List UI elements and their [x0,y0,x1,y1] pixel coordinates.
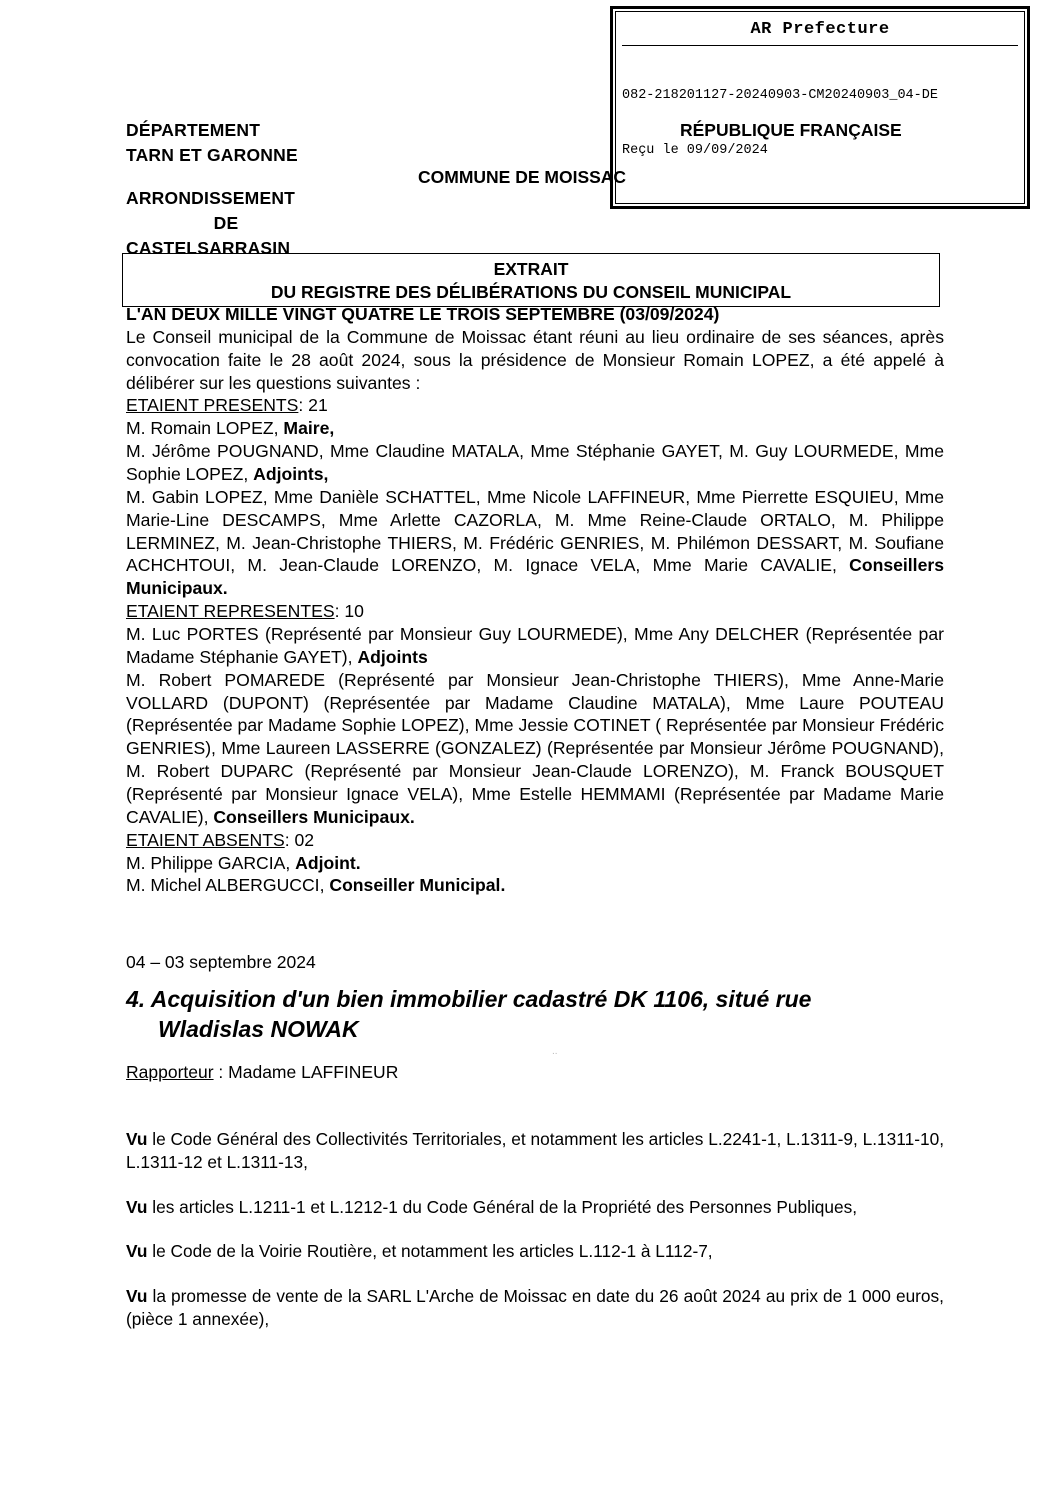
vu-text: le Code de la Voirie Routière, et notamment les articles L.112-1 à L112-7, [147,1241,713,1262]
departement-block [126,118,298,168]
absent-2-role: Conseiller Municipal. [329,875,506,896]
ar-prefecture-reference: 082-218201127-20240903-CM20240903_04-DE [622,88,938,104]
absent-line-1 [126,852,944,875]
vu-prefix: Vu [126,1241,148,1262]
deliberation-title-line-1: 4. Acquisition d'un bien immobilier cadastré DK 1106, situé rue [126,986,812,1012]
departement-line-1: DÉPARTEMENT [126,120,261,140]
ar-prefecture-received-date: Reçu le 09/09/2024 [622,143,768,159]
vu-item [126,1196,944,1219]
deliberation-number-date: 04 – 03 septembre 2024 [126,952,316,972]
represented-heading [126,600,944,623]
vu-prefix: Vu [126,1286,148,1307]
vu-prefix: Vu [126,1129,148,1149]
represented-adjoints-role: Adjoints [357,646,428,667]
absents-heading [126,829,944,852]
departement-line-2: TARN ET GARONNE [126,144,298,165]
session-preamble-paragraph: Le Conseil municipal de la Commune de Moissac étant réuni au lieu ordinaire de ses séances, après convocation faite le 28 août 2024, sous la présidence de Monsieur Romain LOPEZ, a été appelé à délibérer sur les questions suivantes : [126,326,944,393]
rapporteur-label: Rapporteur [126,1062,214,1082]
vu-text: la promesse de vente de la SARL L'Arche de Moissac en date du 26 août 2024 au prix de 1 000 euros, (pièce 1 annexée), [126,1286,944,1330]
absent-2-name: M. Michel ALBERGUCCI, [126,875,330,896]
commune-label: COMMUNE DE MOISSAC [418,167,627,187]
extrait-box [122,253,940,307]
document-body [126,303,944,897]
republique-francaise-label: RÉPUBLIQUE FRANÇAISE [680,120,902,140]
presents-conseillers-role: Conseillers Municipaux. [126,555,944,599]
arrondissement-line-2: DE [213,212,239,233]
represented-count: : 10 [334,601,364,622]
ar-prefecture-title: AR Prefecture [622,16,1018,46]
extrait-line-1: EXTRAIT [493,259,569,279]
absents-count: : 02 [284,829,315,850]
absent-line-2 [126,874,944,897]
vu-item [126,1240,944,1263]
presents-adjoints-line [126,440,944,486]
rapporteur-line [126,1062,398,1083]
vu-item [126,1285,944,1331]
arrondissement-line-3: CASTELSARRASIN [126,237,291,258]
session-date-line: L'AN DEUX MILLE VINGT QUATRE LE TROIS SEPTEMBRE (03/09/2024) [126,304,720,324]
arrondissement-block [126,186,326,261]
extrait-line-2: DU REGISTRE DES DÉLIBÉRATIONS DU CONSEIL MUNICIPAL [270,281,792,302]
ar-prefecture-stamp [610,6,1030,209]
scan-artifact: .. [552,1046,558,1057]
absents-label: ETAIENT ABSENTS [126,829,285,850]
presents-conseillers-line [126,486,944,600]
represented-adjoints-names: M. Luc PORTES (Représenté par Monsieur Guy LOURMEDE), Mme Any DELCHER (Représentée par Madame Stéphanie GAYET), [126,624,944,667]
presents-maire-line [126,417,944,440]
vus-list [126,1128,944,1353]
ar-prefecture-stamp-inner [615,11,1025,204]
presents-adjoints-names: M. Jérôme POUGNAND, Mme Claudine MATALA, Mme Stéphanie GAYET, M. Guy LOURMEDE, Mme Sophie LOPEZ, [126,441,944,485]
arrondissement-line-1: ARRONDISSEMENT [126,188,296,208]
presents-maire-name: M. Romain LOPEZ, [126,418,284,439]
deliberation-title [126,985,946,1045]
vu-text: le Code Général des Collectivités Territoriales, et notamment les articles L.2241-1, L.1311-9, L.1311-10, L.1311-12 et L.1311-13, [126,1129,944,1172]
represented-conseillers-line [126,669,944,829]
presents-adjoints-role: Adjoints, [253,464,329,485]
vu-item [126,1128,944,1174]
presents-heading [126,394,944,417]
absent-1-role: Adjoint. [295,852,361,873]
represented-label: ETAIENT REPRESENTES [126,601,335,622]
rapporteur-value: : Madame LAFFINEUR [213,1062,399,1082]
presents-count: : 21 [298,395,328,416]
vu-text: les articles L.1211-1 et L.1212-1 du Code Général de la Propriété des Personnes Publiques, [147,1196,858,1217]
represented-adjoints-line [126,623,944,669]
presents-label: ETAIENT PRESENTS [126,395,299,416]
represented-conseillers-names: M. Robert POMAREDE (Représenté par Monsieur Jean-Christophe THIERS), Mme Anne-Marie VOLLARD (DUPONT) (Représentée par Madame Claudine MATALA), Mme Laure POUTEAU (Représentée par Madame Sophie LOPEZ), Mme Jessie COTINET ( Représentée par Monsieur Frédéric GENRIES), Mme Laureen LASSERRE (GONZALEZ) (Représentée par Monsieur Jérôme POUGNAND), M. Robert DUPARC (Représenté par Monsieur Jean-Claude LORENZO), M. Franck BOUSQUET (Représenté par Monsieur Ignace VELA), Mme Estelle HEMMAMI (Représentée par Madame Marie CAVALIE), [126,669,944,827]
absent-1-name: M. Philippe GARCIA, [126,852,296,873]
represented-conseillers-role: Conseillers Municipaux. [213,806,415,827]
deliberation-title-line-2: Wladislas NOWAK [158,1015,359,1042]
presents-conseillers-names: M. Gabin LOPEZ, Mme Danièle SCHATTEL, Mme Nicole LAFFINEUR, Mme Pierrette ESQUIEU, Mme Marie-Line DESCAMPS, Mme Arlette CAZORLA, M. Mme Reine-Claude ORTALO, M. Philippe LERMINEZ, M. Jean-Christophe THIERS, M. Frédéric GENRIES, M. Philémon DESSART, M. Soufiane ACHCHTOUI, M. Jean-Claude LORENZO, M. Ignace VELA, Mme Marie CAVALIE, [126,486,944,576]
presents-maire-role: Maire, [283,418,335,439]
vu-prefix: Vu [126,1196,148,1217]
